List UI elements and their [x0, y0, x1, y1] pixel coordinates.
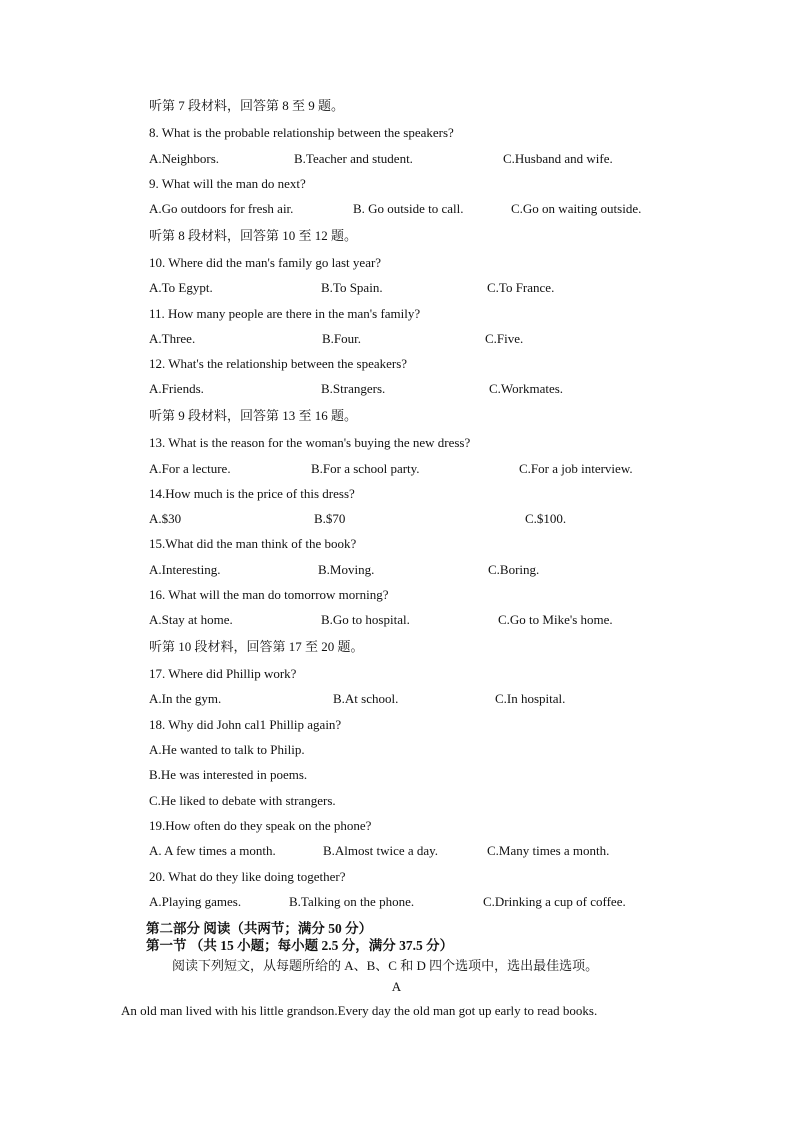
question-20: 20. What do they like doing together?: [149, 869, 346, 884]
section-instruction: 听第 8 段材料，回答第 10 至 12 题。: [149, 228, 358, 243]
question-9: 9. What will the man do next?: [149, 176, 306, 191]
q14-option-a: A.$30: [149, 511, 182, 526]
q18-option-c: C.He liked to debate with strangers.: [149, 793, 336, 808]
q19-option-b: B.Almost twice a day.: [323, 843, 439, 858]
q15-option-a: A.Interesting.: [149, 562, 221, 577]
q15-option-c: C.Boring.: [488, 562, 540, 577]
q18-option-b: B.He was interested in poems.: [149, 767, 308, 782]
q13-option-b: B.For a school party.: [311, 461, 420, 476]
q19-option-a: A. A few times a month.: [149, 843, 276, 858]
q11-option-a: A.Three.: [149, 331, 196, 346]
question-10: 10. Where did the man's family go last year?: [149, 255, 382, 270]
q19-option-c: C.Many times a month.: [487, 843, 610, 858]
q20-option-b: B.Talking on the phone.: [289, 894, 415, 909]
q13-option-a: A.For a lecture.: [149, 461, 231, 476]
q14-option-c: C.$100.: [525, 511, 567, 526]
question-13: 13. What is the reason for the woman's buying the new dress?: [149, 435, 471, 450]
question-12: 12. What's the relationship between the speakers?: [149, 356, 408, 371]
passage-label: A: [391, 979, 402, 994]
q16-option-c: C.Go to Mike's home.: [498, 612, 613, 627]
q17-option-c: C.In hospital.: [495, 691, 566, 706]
q9-option-c: C.Go on waiting outside.: [511, 201, 642, 216]
question-14: 14.How much is the price of this dress?: [149, 486, 355, 501]
q8-option-a: A.Neighbors.: [149, 151, 220, 166]
question-11: 11. How many people are there in the man's family?: [149, 306, 421, 321]
q16-option-b: B.Go to hospital.: [321, 612, 410, 627]
q15-option-b: B.Moving.: [318, 562, 375, 577]
q16-option-a: A.Stay at home.: [149, 612, 233, 627]
q20-option-c: C.Drinking a cup of coffee.: [483, 894, 626, 909]
q12-option-b: B.Strangers.: [321, 381, 386, 396]
q11-option-c: C.Five.: [485, 331, 524, 346]
q18-option-a: A.He wanted to talk to Philip.: [149, 742, 305, 757]
q8-option-c: C.Husband and wife.: [503, 151, 613, 166]
q13-option-c: C.For a job interview.: [519, 461, 633, 476]
q9-option-a: A.Go outdoors for fresh air.: [149, 201, 294, 216]
question-15: 15.What did the man think of the book?: [149, 536, 357, 551]
question-18: 18. Why did John cal1 Phillip again?: [149, 717, 342, 732]
section-instruction: 听第 7 段材料，回答第 8 至 9 题。: [149, 98, 345, 113]
question-17: 17. Where did Phillip work?: [149, 666, 297, 681]
reading-instruction: 阅读下列短文，从每题所给的 A、B、C 和 D 四个选项中，选出最佳选项。: [172, 958, 599, 973]
q17-option-b: B.At school.: [333, 691, 399, 706]
section-instruction: 听第 9 段材料，回答第 13 至 16 题。: [149, 408, 358, 423]
question-19: 19.How often do they speak on the phone?: [149, 818, 372, 833]
q17-option-a: A.In the gym.: [149, 691, 222, 706]
q20-option-a: A.Playing games.: [149, 894, 242, 909]
q14-option-b: B.$70: [314, 511, 346, 526]
q10-option-c: C.To France.: [487, 280, 555, 295]
q11-option-b: B.Four.: [322, 331, 362, 346]
q8-option-b: B.Teacher and student.: [294, 151, 413, 166]
q10-option-b: B.To Spain.: [321, 280, 383, 295]
q10-option-a: A.To Egypt.: [149, 280, 213, 295]
part-heading: 第二部分 阅读（共两节；满分 50 分）: [146, 921, 373, 936]
q12-option-a: A.Friends.: [149, 381, 204, 396]
question-8: 8. What is the probable relationship between the speakers?: [149, 125, 454, 140]
question-16: 16. What will the man do tomorrow morning?: [149, 587, 389, 602]
passage-text: An old man lived with his little grandson.Every day the old man got up early to read books.: [121, 1003, 598, 1018]
section-instruction: 听第 10 段材料，回答第 17 至 20 题。: [149, 639, 364, 654]
q12-option-c: C.Workmates.: [489, 381, 564, 396]
q9-option-b: B. Go outside to call.: [353, 201, 464, 216]
section-heading: 第一节 （共 15 小题；每小题 2.5 分，满分 37.5 分）: [146, 938, 454, 953]
